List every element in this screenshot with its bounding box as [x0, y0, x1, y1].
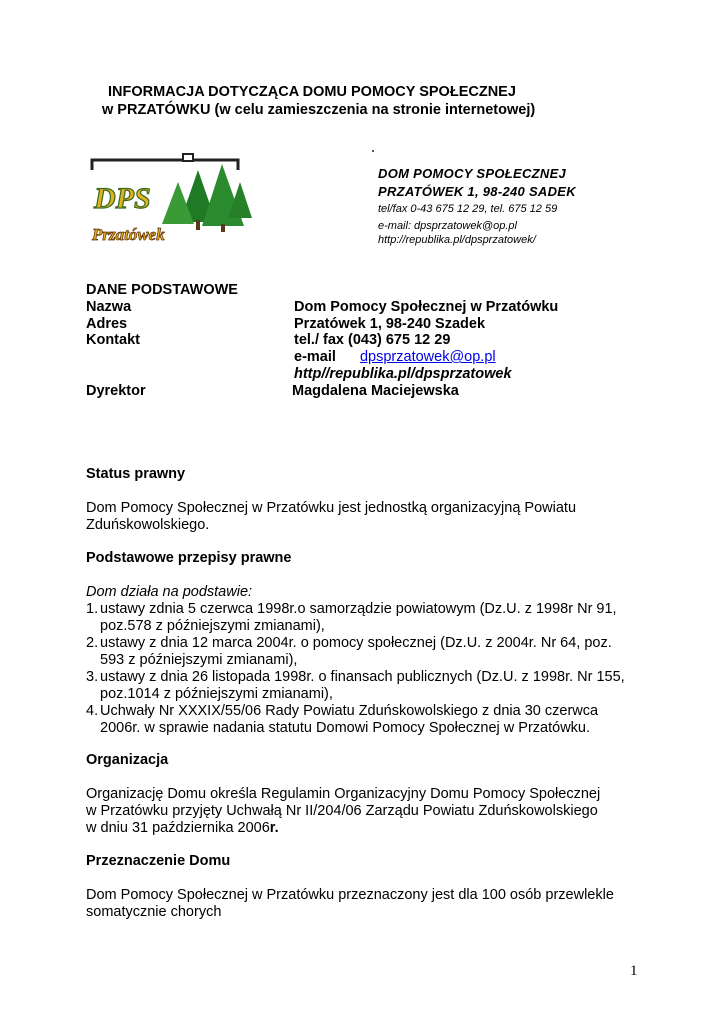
regulation-line2: 593 z późniejszymi zmianami),: [100, 652, 298, 668]
regulation-line2: poz.578 z późniejszymi zmianami),: [100, 618, 325, 634]
regulation-line1: ustawy zdnia 5 czerwca 1998r.o samorządzie powiatowym (Dz.U. z 1998r Nr 91,: [100, 601, 617, 617]
legal-status-line1: Dom Pomocy Społecznej w Przatówku jest jednostką organizacyjną Powiatu: [86, 500, 577, 516]
letterhead-email: e-mail: dpsprzatowek@op.pl: [378, 220, 517, 232]
document-title-line2: w PRZATÓWKU (w celu zamieszczenia na stronie internetowej): [102, 102, 536, 118]
regulation-line2: 2006r. w sprawie nadania statutu Domowi Pomocy Społecznej w Przatówku.: [100, 720, 591, 736]
regulations-intro: Dom działa na podstawie:: [86, 584, 253, 600]
speck-dot: [372, 150, 374, 152]
regulation-number: 3.: [86, 669, 99, 685]
purpose-heading: Przeznaczenie Domu: [86, 853, 231, 869]
contact-label: Kontakt: [86, 332, 140, 348]
letterhead-phone: tel/fax 0-43 675 12 29, tel. 675 12 59: [378, 203, 558, 215]
address-value: Przatówek 1, 98-240 Szadek: [294, 316, 486, 332]
name-value: Dom Pomocy Społecznej w Przatówku: [294, 299, 559, 315]
website-value: http//republika.pl/dpsprzatowek: [294, 366, 512, 382]
regulation-line1: ustawy z dnia 12 marca 2004r. o pomocy społecznej (Dz.U. z 2004r. Nr 64, poz.: [100, 635, 612, 651]
logo-wordmark: Przatówek: [92, 225, 165, 244]
regulation-item: [86, 669, 625, 703]
page-number: 1: [630, 963, 638, 979]
regulation-line1: Uchwały Nr XXXIX/55/06 Rady Powiatu Zduńskowolskiego z dnia 30 czerwca: [100, 703, 599, 719]
address-label: Adres: [86, 316, 128, 332]
organization-line2: w Przatówku przyjęty Uchwałą Nr II/204/06 Zarządu Powiatu Zduńskowolskiego: [86, 803, 598, 819]
contact-phone: tel./ fax (043) 675 12 29: [294, 332, 451, 348]
email-row: [294, 349, 496, 366]
dps-logo-graphic: [88, 152, 254, 246]
regulation-line2: poz.1014 z późniejszymi zmianami),: [100, 686, 333, 702]
email-label: e-mail: [294, 349, 336, 365]
name-label: Nazwa: [86, 299, 132, 315]
regulations-heading: Podstawowe przepisy prawne: [86, 550, 292, 566]
organization-line3: [86, 820, 279, 837]
basic-data-heading: DANE PODSTAWOWE: [86, 282, 238, 298]
regulation-line1: ustawy z dnia 26 listopada 1998r. o finansach publicznych (Dz.U. z 1998r. Nr 155,: [100, 669, 625, 685]
letterhead-address: PRZATÓWEK 1, 98-240 SADEK: [378, 184, 576, 199]
dps-logo: [88, 152, 254, 246]
logo-monogram: DPS: [94, 182, 151, 215]
email-link[interactable]: dpsprzatowek@op.pl: [359, 349, 496, 365]
organization-date: w dniu 31 października 2006: [86, 820, 270, 836]
regulation-item: [86, 635, 625, 669]
legal-status-line2: Zduńskowolskiego.: [86, 517, 210, 533]
organization-date-suffix: r.: [269, 820, 279, 836]
regulation-item: [86, 601, 625, 635]
purpose-line2: somatycznie chorych: [86, 904, 222, 920]
letterhead-name: DOM POMOCY SPOŁECZNEJ: [378, 166, 567, 181]
legal-status-heading: Status prawny: [86, 466, 186, 482]
organization-heading: Organizacja: [86, 752, 169, 768]
regulations-list: [86, 601, 625, 737]
regulation-number: 4.: [86, 703, 99, 719]
purpose-line1: Dom Pomocy Społecznej w Przatówku przeznaczony jest dla 100 osób przewlekle: [86, 887, 614, 903]
regulation-number: 1.: [86, 601, 99, 617]
director-label: Dyrektor: [86, 383, 146, 399]
letterhead-web: http://republika.pl/dpsprzatowek/: [378, 234, 536, 246]
director-value: Magdalena Maciejewska: [292, 383, 459, 399]
organization-line1: Organizację Domu określa Regulamin Organizacyjny Domu Pomocy Społecznej: [86, 786, 601, 802]
document-title-line1: INFORMACJA DOTYCZĄCA DOMU POMOCY SPOŁECZNEJ: [108, 84, 516, 100]
regulation-item: [86, 703, 625, 737]
regulation-number: 2.: [86, 635, 99, 651]
